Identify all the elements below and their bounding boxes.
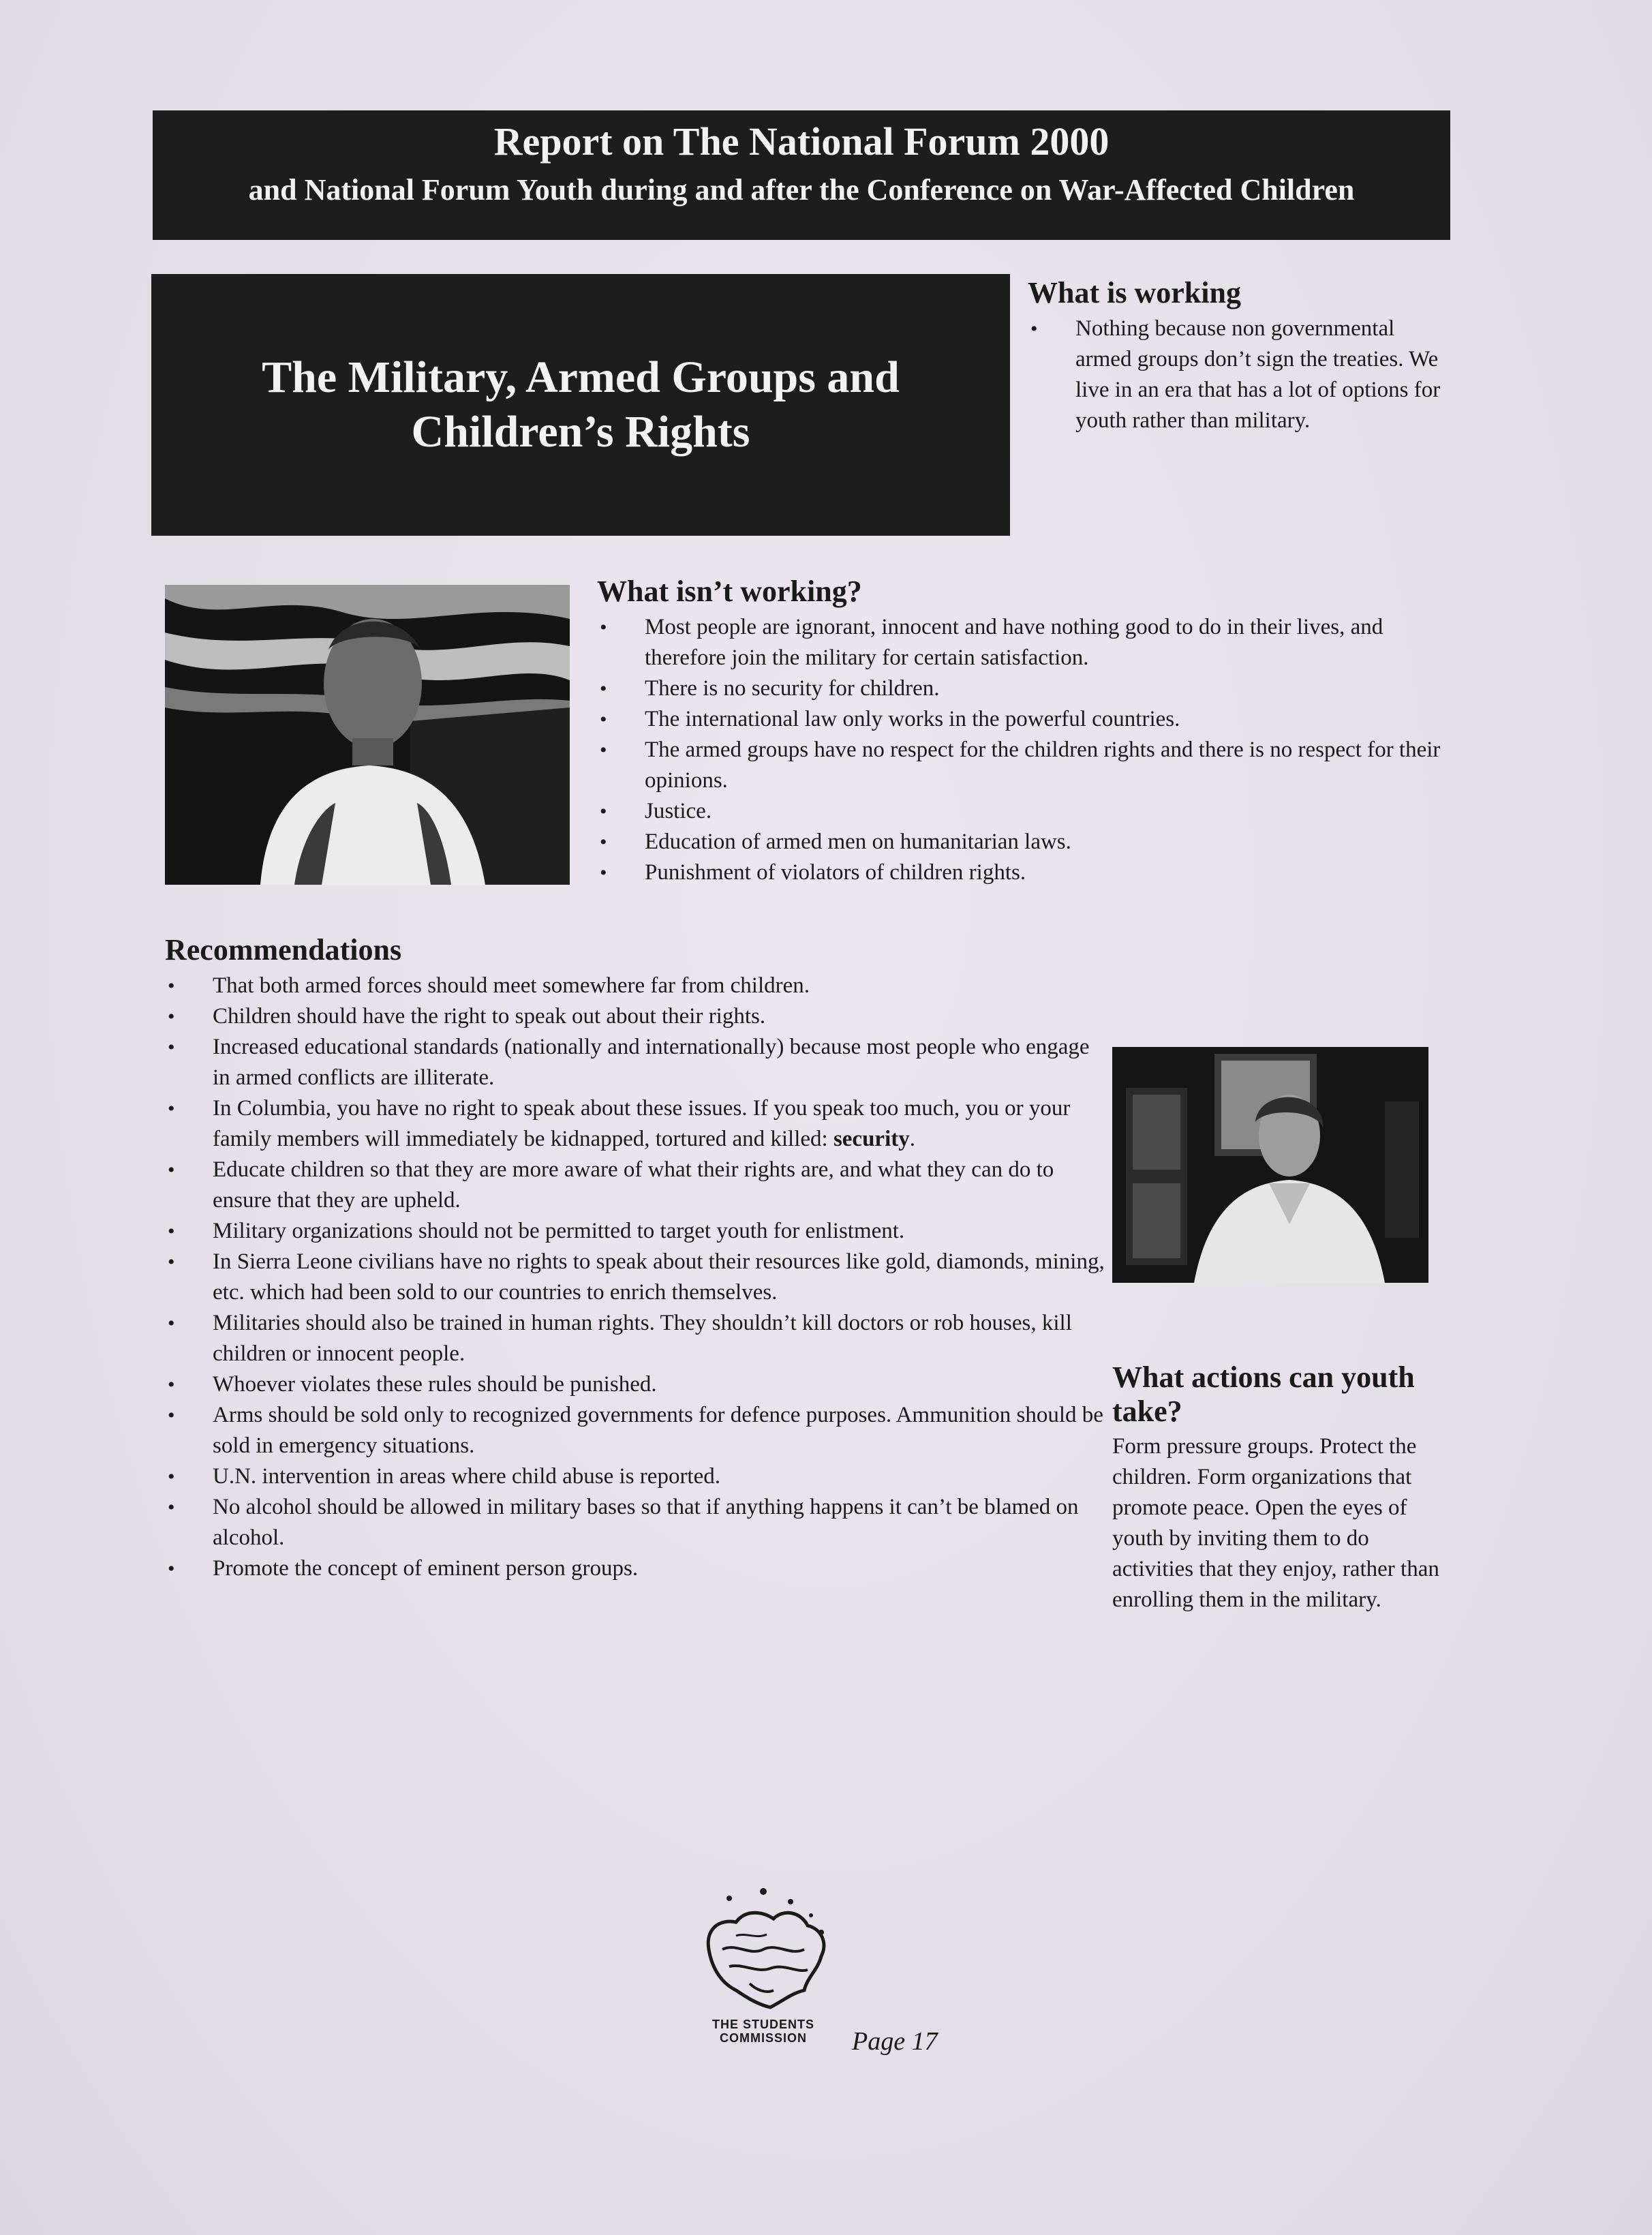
section-title-box [151, 274, 1010, 536]
what-is-working-heading: What is working [1028, 276, 1241, 309]
girl-photo-image [1112, 1047, 1428, 1283]
recommendation-item-text: Whoever violates these rules should be punished. [213, 1372, 657, 1397]
bullet-icon: • [168, 1496, 175, 1519]
bullet-icon: • [168, 1005, 175, 1028]
recommendation-item [165, 971, 1105, 1001]
recommendation-item-text: Children should have the right to speak out about their rights. [213, 1004, 766, 1029]
recommendation-item-text: Militaries should also be trained in human rights. They shouldn’t kill doctors or rob houses, kill children or innocent people. [213, 1311, 1072, 1366]
logo-text-line2: COMMISSION [719, 2031, 807, 2045]
recommendation-item [165, 1400, 1105, 1461]
bullet-icon: • [168, 1557, 175, 1580]
what-isnt-working-item [597, 735, 1442, 796]
canada-map-logo-icon [688, 1881, 838, 2018]
bullet-icon: • [168, 1220, 175, 1243]
what-isnt-working-item [597, 704, 1442, 735]
bullet-icon: • [168, 1373, 175, 1396]
what-isnt-working-item-text: Education of armed men on humanitarian laws. [645, 830, 1071, 854]
recommendation-item [165, 1247, 1105, 1308]
page-number: Page 17 [852, 2027, 938, 2056]
bullet-icon: • [168, 975, 175, 997]
recommendation-item [165, 1155, 1105, 1216]
what-isnt-working-item [597, 612, 1442, 673]
youth-actions-body: Form pressure groups. Protect the children. Form organizations that promote peace. Open the eyes of youth by inviting them to do activities that they enjoy, rather than enrolling them in the military. [1112, 1434, 1439, 1612]
recommendation-item-text: Military organizations should not be permitted to target youth for enlistment. [213, 1219, 905, 1243]
what-isnt-working-item-text: Punishment of violators of children rights. [645, 860, 1026, 885]
recommendation-item-text: Arms should be sold only to recognized governments for defence purposes. Ammunition should be sold in emergency situations. [213, 1403, 1103, 1458]
recommendation-item [165, 1553, 1105, 1584]
recommendation-item-emphasis: security [833, 1127, 910, 1151]
recommendation-item [165, 1492, 1105, 1553]
recommendation-item [165, 1001, 1105, 1032]
what-is-working-item [1028, 314, 1450, 436]
boy-photo [165, 585, 570, 885]
recommendation-item-text: That both armed forces should meet somewhere far from children. [213, 973, 810, 998]
logo-caption [695, 2018, 831, 2045]
what-is-working-list [1028, 314, 1450, 436]
bullet-icon: • [600, 678, 607, 700]
youth-actions-heading: What actions can youth take? [1112, 1360, 1415, 1428]
report-title: Report on The National Forum 2000 [493, 119, 1110, 164]
girl-photo [1112, 1047, 1428, 1283]
recommendation-item [165, 1093, 1105, 1155]
recommendation-item [165, 1461, 1105, 1492]
bullet-icon: • [600, 708, 607, 731]
recommendation-item-suffix: . [909, 1127, 915, 1151]
recommendation-item-text: No alcohol should be allowed in military bases so that if anything happens it can’t be blamed on alcohol. [213, 1495, 1079, 1550]
bullet-icon: • [168, 1159, 175, 1181]
bullet-icon: • [1030, 318, 1038, 340]
recommendations-heading: Recommendations [165, 933, 402, 967]
what-isnt-working-item-text: The armed groups have no respect for the children rights and there is no respect for their opinions. [645, 738, 1441, 793]
section-title: The Military, Armed Groups and Children’s Rights [262, 352, 900, 457]
what-isnt-working-item-text: The international law only works in the powerful countries. [645, 707, 1180, 731]
what-isnt-working-heading: What isn’t working? [597, 575, 862, 608]
recommendations-section [165, 932, 1105, 1584]
bullet-icon: • [168, 1251, 175, 1273]
youth-actions-section [1112, 1360, 1439, 1615]
recommendation-item-text: Educate children so that they are more aware of what their rights are, and what they can do to ensure that they are upheld. [213, 1157, 1054, 1213]
what-isnt-working-item [597, 673, 1442, 704]
recommendation-item-text: U.N. intervention in areas where child abuse is reported. [213, 1464, 720, 1489]
what-isnt-working-item [597, 857, 1442, 888]
recommendation-item-text: Promote the concept of eminent person groups. [213, 1556, 639, 1581]
recommendations-list [165, 971, 1105, 1584]
bullet-icon: • [600, 616, 607, 639]
bullet-icon: • [168, 1312, 175, 1335]
bullet-icon: • [600, 800, 607, 823]
bullet-icon: • [168, 1404, 175, 1427]
what-isnt-working-section [597, 574, 1442, 888]
recommendation-item [165, 1369, 1105, 1400]
recommendation-item-text: In Columbia, you have no right to speak about these issues. If you speak too much, you or your family members will immediately be kidnapped, tortured and killed: [213, 1096, 1071, 1151]
recommendation-item [165, 1308, 1105, 1369]
bullet-icon: • [600, 831, 607, 853]
recommendation-item [165, 1216, 1105, 1247]
boy-photo-image [165, 585, 570, 885]
bullet-icon: • [168, 1036, 175, 1059]
bullet-icon: • [168, 1097, 175, 1120]
bullet-icon: • [600, 739, 607, 761]
bullet-icon: • [168, 1465, 175, 1488]
what-is-working-section [1028, 275, 1450, 436]
what-isnt-working-item-text: Justice. [645, 799, 712, 823]
report-subtitle: and National Forum Youth during and after the Conference on War-Affected Children [248, 173, 1355, 207]
recommendation-item-text: Increased educational standards (nationally and internationally) because most people who engage in armed conflicts are illiterate. [213, 1035, 1090, 1090]
what-isnt-working-list [597, 612, 1442, 888]
what-isnt-working-item [597, 827, 1442, 857]
recommendation-item-text: In Sierra Leone civilians have no rights to speak about their resources like gold, diamonds, mining, etc. which had been sold to our countries to enrich themselves. [213, 1249, 1105, 1305]
what-isnt-working-item-text: There is no security for children. [645, 676, 940, 701]
what-isnt-working-item [597, 796, 1442, 827]
logo-text-line1: THE STUDENTS [712, 2018, 814, 2031]
what-isnt-working-item-text: Most people are ignorant, innocent and have nothing good to do in their lives, and therefore join the military for certain satisfaction. [645, 615, 1383, 670]
report-header-banner [153, 110, 1450, 240]
bullet-icon: • [600, 862, 607, 884]
recommendation-item [165, 1032, 1105, 1093]
what-is-working-item-text: Nothing because non governmental armed groups don’t sign the treaties. We live in an era that has a lot of options for youth rather than military. [1075, 316, 1441, 433]
